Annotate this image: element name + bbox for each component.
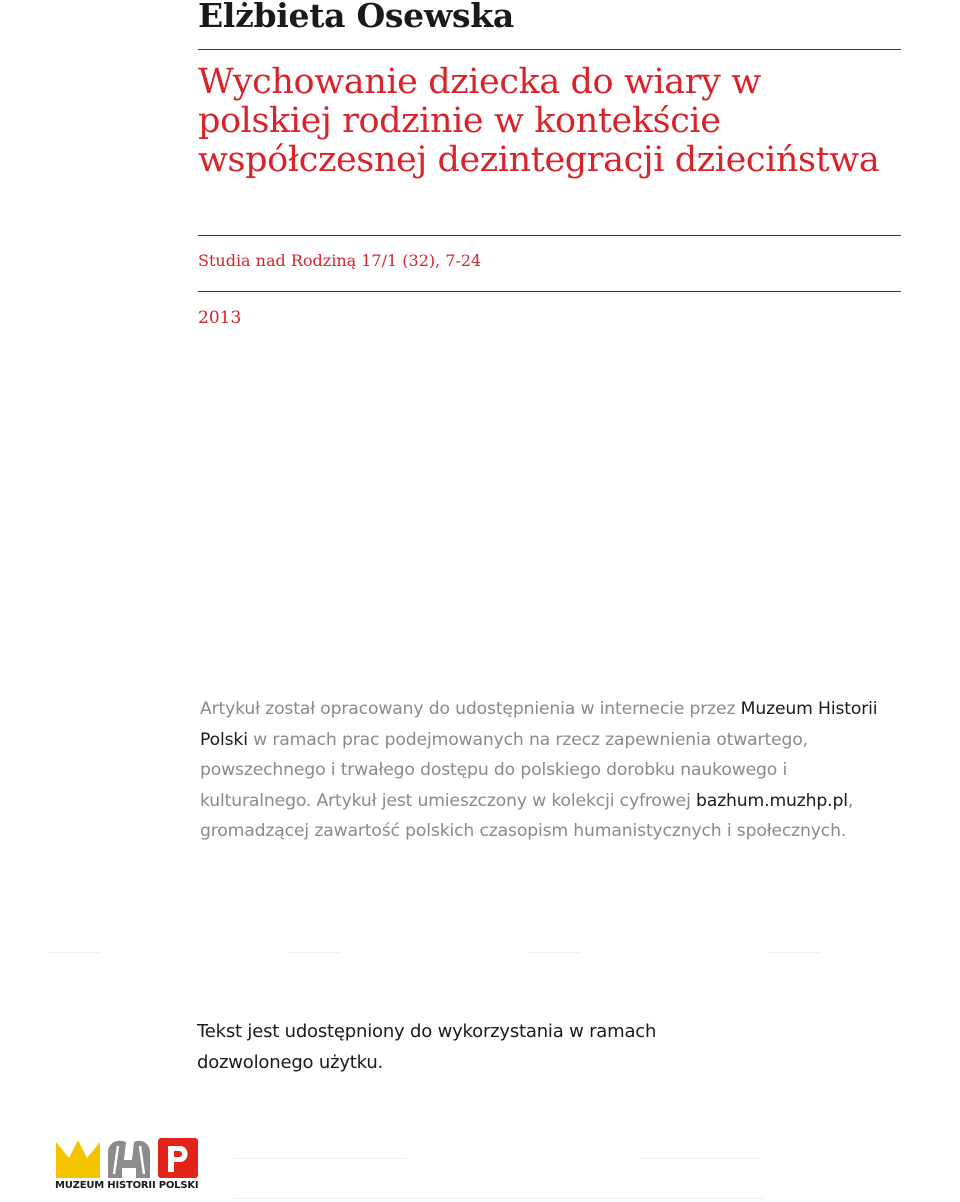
notice-text-1: Artykuł został opracowany do udostępnienia w internecie przez	[200, 699, 741, 719]
faint-line	[768, 952, 820, 953]
faint-line	[640, 1158, 760, 1159]
faint-line	[234, 1198, 764, 1199]
museum-name: Muzeum Historii Polski	[200, 699, 878, 750]
divider-middle	[198, 235, 901, 236]
license-notice: Tekst jest udostępniony do wykorzystania w ramach dozwolonego użytku.	[197, 1021, 657, 1073]
faint-line	[528, 952, 580, 953]
divider-bottom	[198, 291, 901, 292]
citation: Studia nad Rodziną 17/1 (32), 7-24	[198, 251, 482, 270]
faint-line	[48, 952, 100, 953]
notice-text-2: w ramach prac podejmowanych na rzecz zapewnienia otwartego, powszechnego i trwałego dostępu do polskiego dorobku naukowego i kulturalnego. Artykuł jest umieszczony w kolekcji cyfrowej	[200, 729, 808, 811]
bazhum-link[interactable]: bazhum.muzhp.pl	[696, 790, 848, 811]
faint-line	[288, 952, 340, 953]
logo-caption: MUZEUM HISTORII POLSKI	[55, 1180, 199, 1191]
publication-year: 2013	[198, 308, 242, 328]
availability-notice	[200, 694, 900, 847]
notice-text-3: , gromadzącej zawartość polskich czasopism humanistycznych i społecznych.	[200, 790, 854, 841]
article-title: Wychowanie dziecka do wiary w polskiej rodzinie w kontekście współczesnej dezintegracji dzieciństwa	[198, 62, 880, 180]
divider-top	[198, 49, 901, 50]
author-name: Elżbieta Osewska	[198, 0, 514, 35]
faint-line	[234, 1158, 406, 1159]
